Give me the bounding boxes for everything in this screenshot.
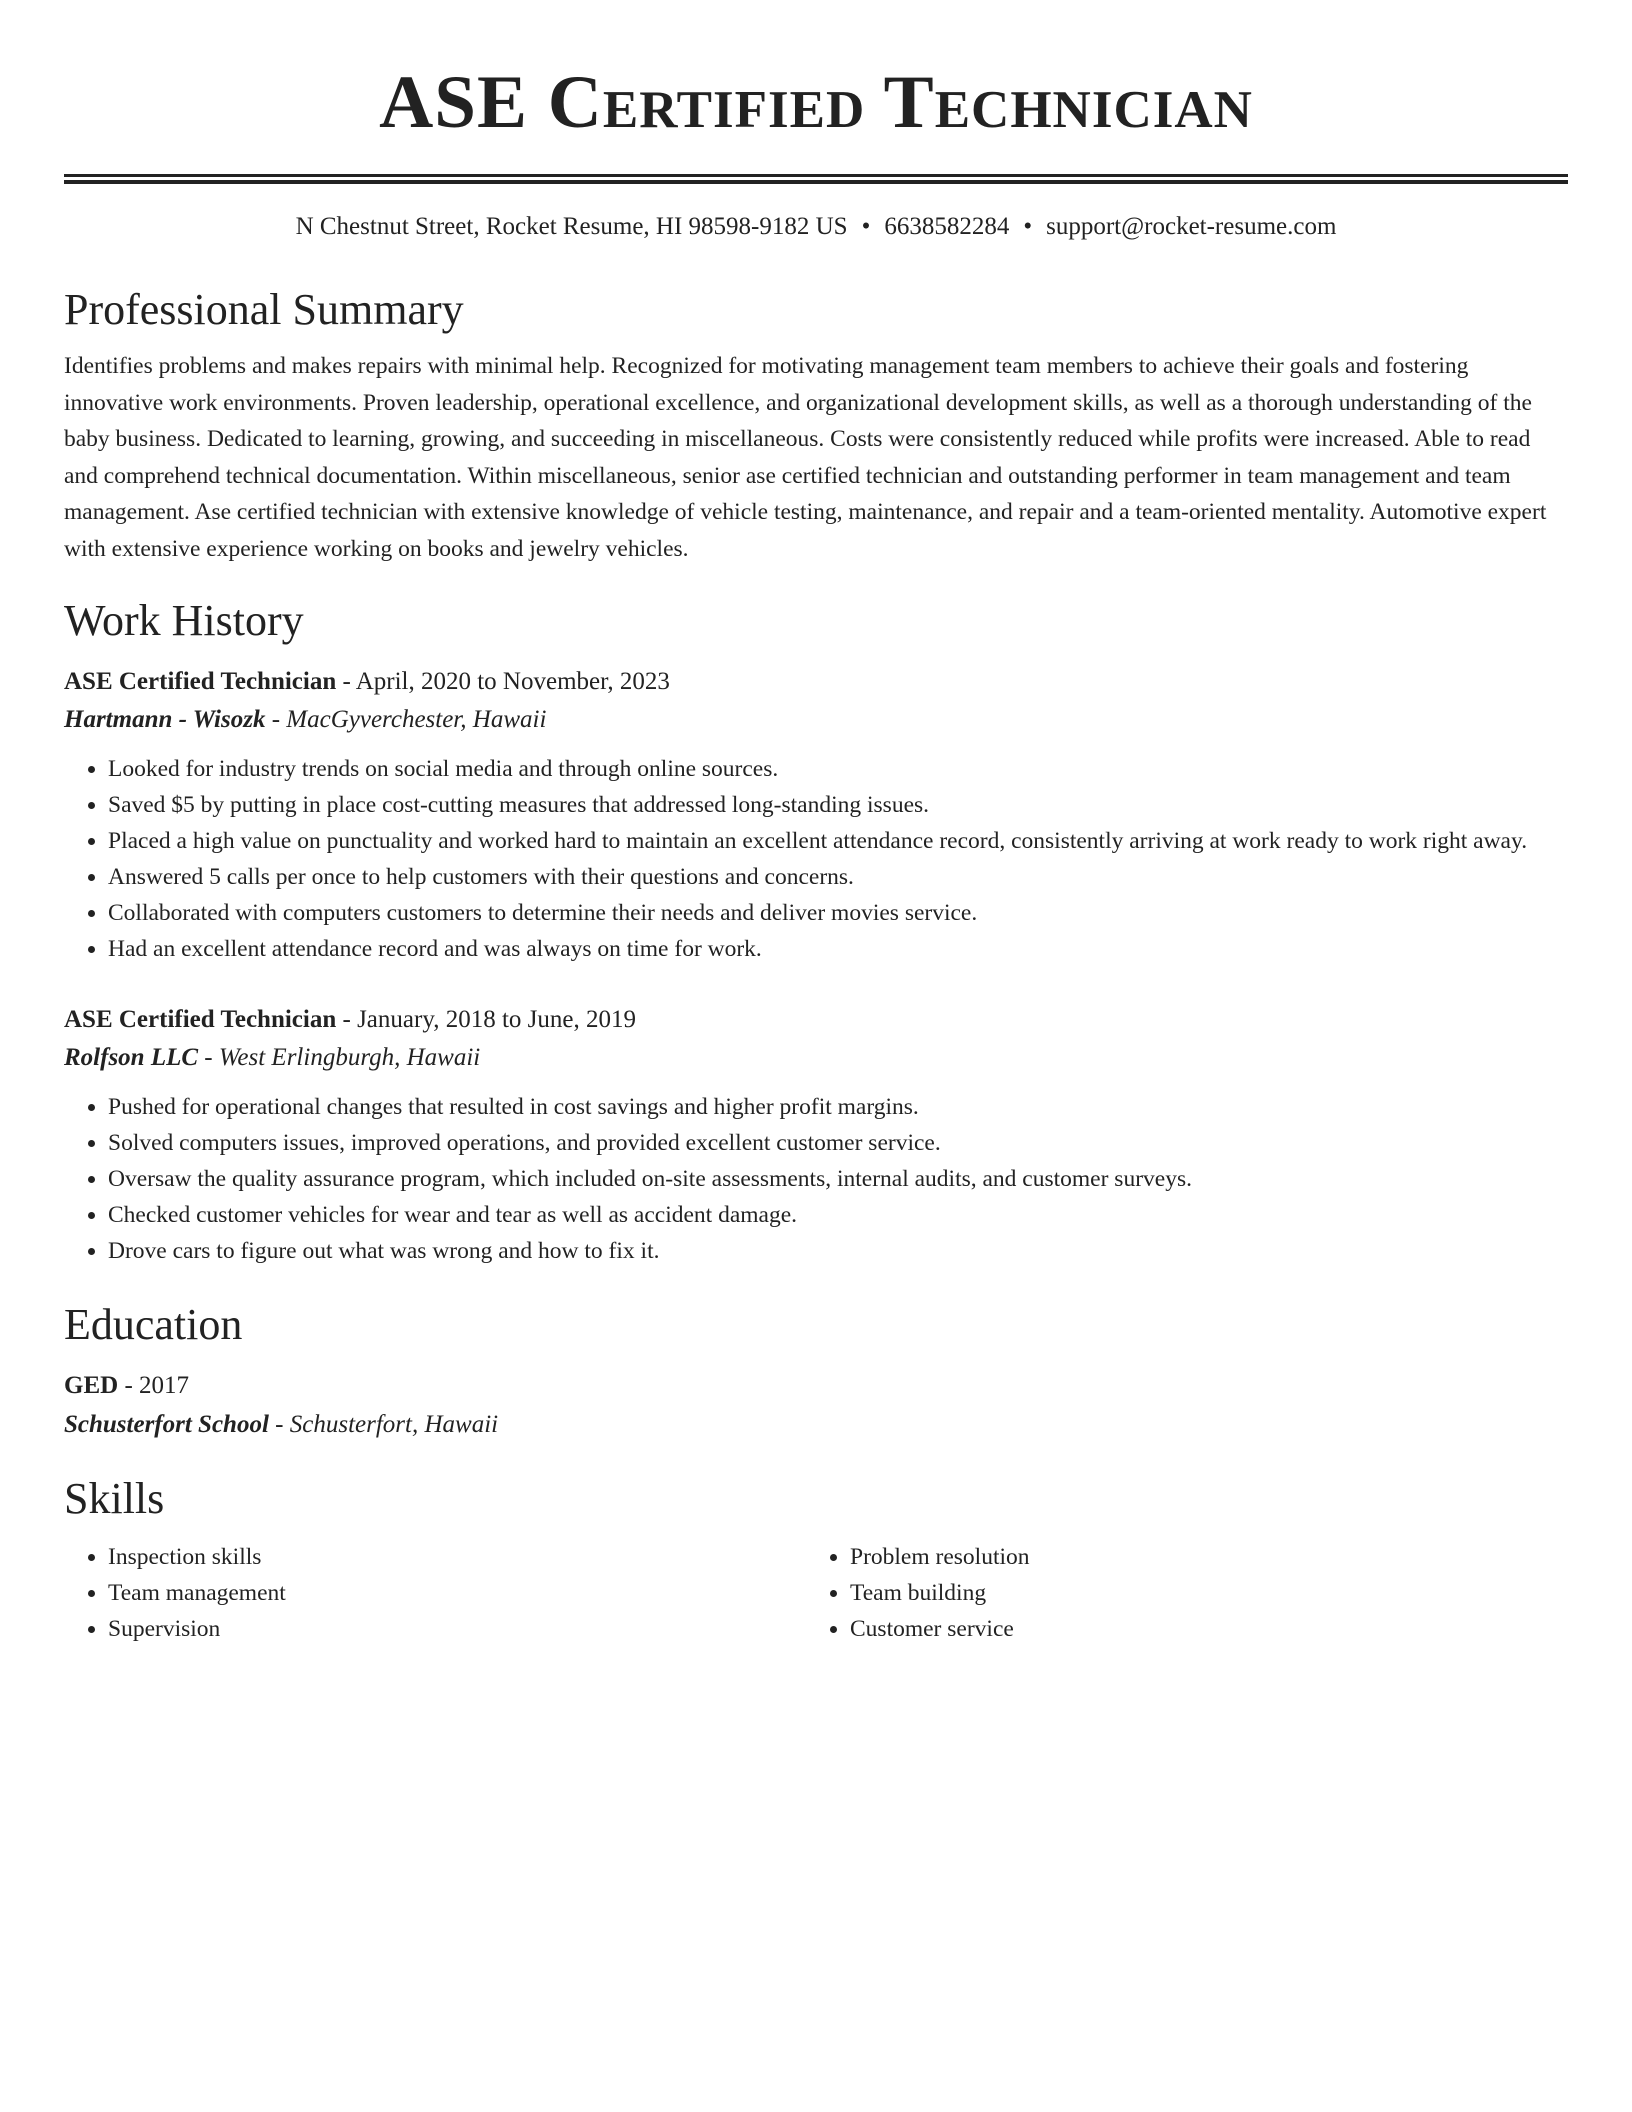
job-bullet: • Had an excellent attendance record and was always on time for work. [108, 931, 1568, 967]
contact-separator: • [861, 213, 871, 240]
job-bullets [64, 1089, 1568, 1269]
education-year: - 2017 [118, 1372, 190, 1399]
job-bullet: • Drove cars to figure out what was wrong and how to fix it. [108, 1233, 1568, 1269]
education-school-line [64, 1405, 1568, 1445]
job-bullet: • Solved computers issues, improved operations, and provided excellent customer service. [108, 1125, 1568, 1161]
education-location: - Schusterfort, Hawaii [268, 1411, 499, 1438]
job-employer-line [64, 1039, 1568, 1077]
job-location: - West Erlingburgh, Hawaii [198, 1044, 481, 1071]
summary-heading: Professional Summary [64, 285, 464, 334]
education-school: Schusterfort School [64, 1411, 269, 1438]
contact-phone: 6638582284 [884, 213, 1010, 240]
resume-page [64, 0, 1568, 1647]
job-bullet: • Collaborated with computers customers to determine their needs and deliver movies service. [108, 895, 1568, 931]
skill-item: • Inspection skills [108, 1539, 806, 1575]
skill-item: • Problem resolution [850, 1539, 1568, 1575]
job-title-line [64, 663, 1568, 701]
contact-separator: • [1023, 213, 1033, 240]
job-bullet: • Answered 5 calls per once to help customers with their questions and concerns. [108, 859, 1568, 895]
skills-list-left [64, 1539, 806, 1647]
education-heading: Education [64, 1300, 243, 1349]
job-employer: Rolfson LLC [64, 1044, 199, 1071]
skills-heading: Skills [64, 1474, 165, 1523]
contact-email: support@rocket-resume.com [1046, 213, 1337, 240]
education-degree-line [64, 1367, 1568, 1405]
skills-columns [64, 1539, 1568, 1647]
job-employer-line [64, 701, 1568, 739]
job-title: ASE Certified Technician [64, 1006, 337, 1033]
job-dates: - January, 2018 to June, 2019 [336, 1006, 636, 1033]
job-bullets [64, 751, 1568, 967]
header-double-rule [64, 174, 1568, 184]
job-bullet: • Checked customer vehicles for wear and tear as well as accident damage. [108, 1197, 1568, 1233]
job-bullet: • Saved $5 by putting in place cost-cutting measures that addressed long-standing issues. [108, 787, 1568, 823]
skill-item: • Team management [108, 1575, 806, 1611]
job-title-line [64, 1001, 1568, 1039]
job-location: - MacGyverchester, Hawaii [265, 706, 547, 733]
skill-item: • Supervision [108, 1611, 806, 1647]
job-entry-1 [64, 663, 1568, 967]
job-entry-2 [64, 1001, 1568, 1269]
contact-line [64, 210, 1568, 244]
education-degree: GED [64, 1372, 119, 1399]
job-employer: Hartmann - Wisozk [64, 706, 266, 733]
summary-text: Identifies problems and makes repairs with minimal help. Recognized for motivating management team members to achieve their goals and fostering innovative work environments. Proven leadership, operational excellence, and organizational development skills, as well as a thorough understanding of the baby business. Dedicated to learning, growing, and succeeding in miscellaneous. Costs were consistently reduced while profits were increased. Able to read and comprehend technical documentation. Within miscellaneous, senior ase certified technician and outstanding performer in team management and team management. Ase certified technician with extensive knowledge of vehicle testing, maintenance, and repair and a team-oriented mentality. Automotive expert with extensive experience working on books and jewelry vehicles. [64, 353, 1547, 562]
skill-item: • Customer service [850, 1611, 1568, 1647]
skills-list-right [806, 1539, 1568, 1647]
job-bullet: • Oversaw the quality assurance program, which included on-site assessments, internal audits, and customer surveys. [108, 1161, 1568, 1197]
work-history-heading: Work History [64, 596, 304, 645]
job-bullet: • Pushed for operational changes that resulted in cost savings and higher profit margins. [108, 1089, 1568, 1125]
job-bullet: • Placed a high value on punctuality and worked hard to maintain an excellent attendance record, consistently arriving at work ready to work right away. [108, 823, 1568, 859]
skill-item: • Team building [850, 1575, 1568, 1611]
job-dates: - April, 2020 to November, 2023 [336, 668, 670, 695]
contact-address: N Chestnut Street, Rocket Resume, HI 98598-9182 US [295, 213, 848, 240]
job-title: ASE Certified Technician [64, 668, 337, 695]
job-bullet: • Looked for industry trends on social media and through online sources. [108, 751, 1568, 787]
candidate-name: ASE Certified Technician [379, 61, 1253, 144]
